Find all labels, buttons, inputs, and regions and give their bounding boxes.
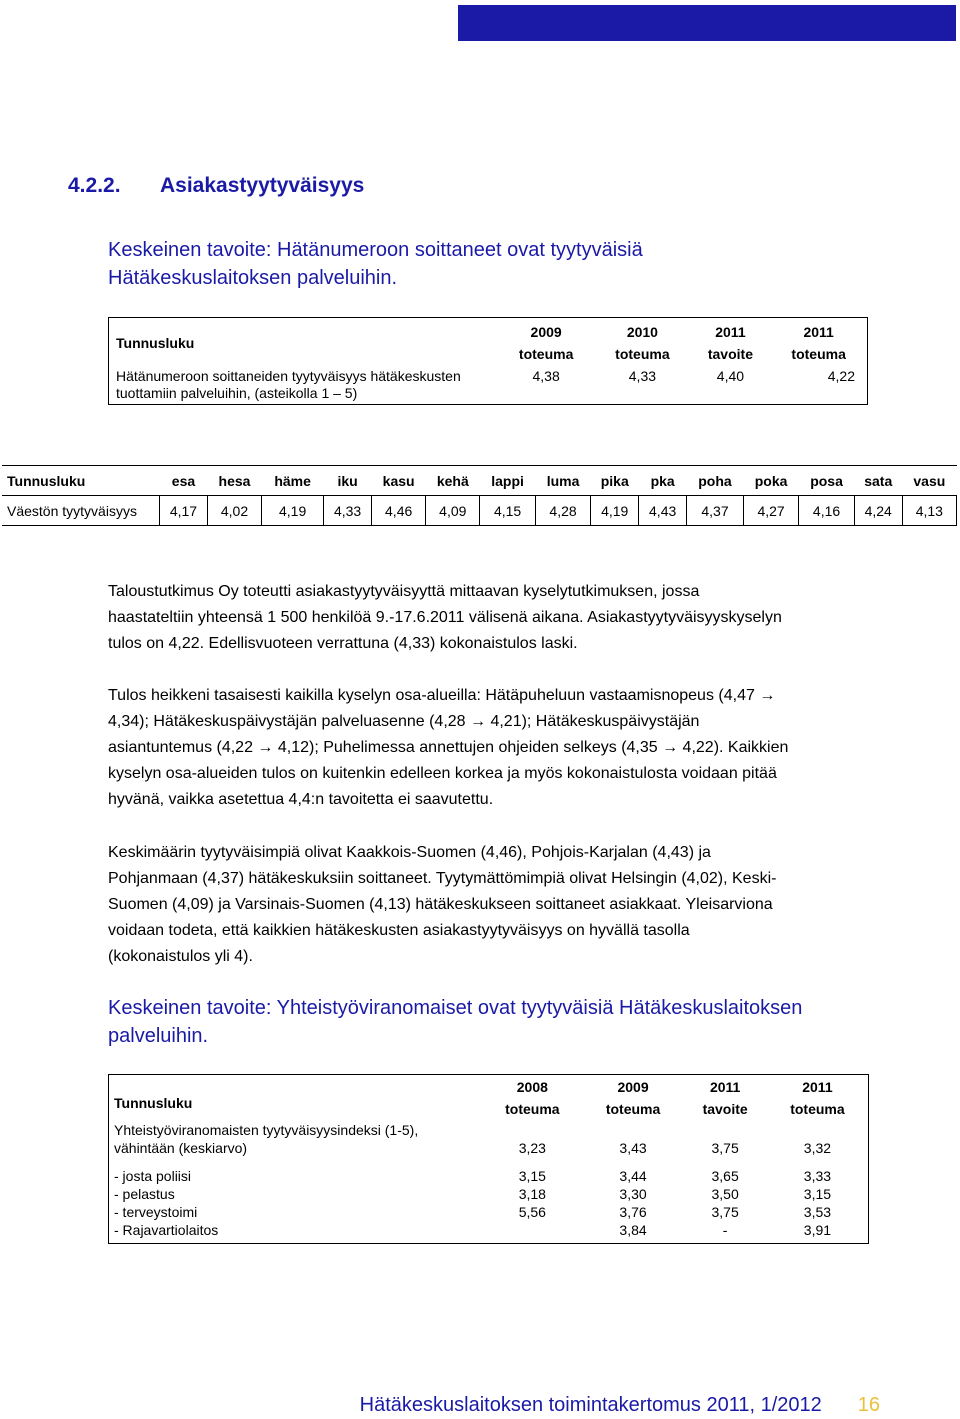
table2-data-row [2,496,957,526]
table1-cell: 4,33 [628,368,657,384]
table2-header: sata [854,466,902,496]
table2-cell: 4,27 [743,496,798,526]
table2-cell: 4,16 [799,496,854,526]
table2-header: vasu [902,466,956,496]
table1-cell: 4,22 [827,368,855,384]
table3-main-label: Yhteistyöviranomaisten tyytyväisyysindeksi (1-5), vähintään (keskiarvo) [114,1121,419,1156]
table2-header: kasu [372,466,426,496]
table1-cell: 4,38 [532,368,560,384]
table2-cell: 4,13 [902,496,956,526]
table2-header: lappi [480,466,535,496]
paragraph-results: Tulos heikkeni tasaisesti kaikilla kyselyn osa-alueilla: Hätäpuheluun vastaamisnopeus (4,47 → 4,34); Hätäkeskuspäivystäjän palveluasenne (4,28 → 4,21); Hätäkeskuspäivystäjän asiantuntemus (4,22 → 4,12); Puhelimessa annettujen ohjeiden selkeys (4,35 → 4,22). Kaikkien kyselyn osa-alueiden tulos on kuitenkin edelleen korkea ja myös kokonaistulosta voidaan pitää hyvänä, vaikka asetettua 4,4:n tavoitetta ei saavutettu. [108,687,789,808]
table3-sub-col: 3,44 3,30 3,76 3,84 [619,1167,647,1238]
table1-col-header: 2010 toteuma [615,324,670,362]
goal-heading-2-line2: palveluihin. [108,1025,209,1047]
goal-heading-2-line1: Keskeinen tavoite: Yhteistyöviranomaiset ovat tyytyväisiä Hätäkeskuslaitoksen [108,997,803,1019]
table3-sub-col: 3,65 3,50 3,75 - [711,1167,739,1238]
table3-cell: 3,23 [518,1139,546,1156]
table2-header: Tunnusluku [2,466,160,496]
goal-heading-2 [108,994,802,1050]
table2-cell: Väestön tyytyväisyys [2,496,160,526]
customer-satisfaction-table [108,317,868,405]
partner-satisfaction-table [108,1074,869,1244]
table2-header: posa [799,466,854,496]
table1-header-label: Tunnusluku [116,335,195,351]
table1-row-label: Hätänumeroon soittaneiden tyytyväisyys hätäkeskusten tuottamiin palveluihin, (asteikolla 1 – 5) [116,368,461,401]
goal-heading-1-line2: Hätäkeskuslaitoksen palveluihin. [108,267,398,289]
table3-cell: 3,43 [619,1139,647,1156]
table2-header: pika [591,466,639,496]
regional-satisfaction-table [2,465,957,526]
goal-heading-1 [108,236,643,292]
section-heading [68,174,364,198]
section-number: 4.2.2. [68,174,121,197]
table2-header: häme [262,466,324,496]
table2-cell: 4,43 [639,496,687,526]
table2-header: poka [743,466,798,496]
header-color-bar [458,5,956,41]
table2-cell: 4,17 [160,496,208,526]
table3-sub-col: 3,15 3,18 5,56 [518,1167,546,1220]
table2-header: luma [535,466,590,496]
table3-header-label: Tunnusluku [114,1094,193,1111]
table2-cell: 4,19 [262,496,324,526]
goal-heading-1-line1: Keskeinen tavoite: Hätänumeroon soittaneet ovat tyytyväisiä [108,239,643,261]
table2-cell: 4,02 [207,496,261,526]
table2-cell: 4,46 [372,496,426,526]
table2-cell: 4,37 [687,496,744,526]
table3-col-header: 2009 toteuma [605,1078,661,1117]
table1-cell: 4,40 [716,368,745,384]
table1-col-header: 2009 toteuma [518,324,574,362]
page-number: 16 [857,1394,880,1416]
table3-cell: 3,75 [711,1139,739,1156]
table3-col-header: 2011 tavoite [702,1078,748,1117]
table2-cell: 4,28 [535,496,590,526]
page-footer [360,1394,880,1417]
table3-sub-labels: - josta poliisi - pelastus - terveystoimi - Rajavartiolaitos [114,1167,219,1238]
table2-header: poha [687,466,744,496]
section-title: Asiakastyytyväisyys [160,174,365,197]
table3-sub-col: 3,33 3,15 3,53 3,91 [803,1167,832,1238]
table2-cell: 4,15 [480,496,535,526]
table3-col-header: 2011 toteuma [790,1078,845,1117]
table2-cell: 4,33 [324,496,372,526]
table2-cell: 4,24 [854,496,902,526]
footer-title: Hätäkeskuslaitoksen toimintakertomus 2011, 1/2012 [359,1394,822,1416]
paragraph-regional: Keskimäärin tyytyväisimpiä olivat Kaakkois-Suomen (4,46), Pohjois-Karjalan (4,43) ja Pohjanmaan (4,37) hätäkeskuksiin soittaneet. Tyytymättömimpiä olivat Helsingin (4,02), Keski- Suomen (4,09) ja Varsinais-Suomen (4,13) hätäkeskukseen soittaneet asiakkaat. Yleisarviona voidaan todeta, että kaikkien hätäkeskusten asiakastyytyväisyys on hyvällä tasolla (kokonaistulos yli 4). [108,844,777,965]
paragraph-survey: Taloustutkimus Oy toteutti asiakastyytyväisyyttä mittaavan kyselytutkimuksen, jossa haastateltiin yhteensä 1 500 henkilöä 9.-17.6.2011 välisenä aikana. Asiakastyytyväisyyskyselyn tulos on 4,22. Edellisvuoteen verrattuna (4,33) kokonaistulos laski. [108,583,782,652]
table2-header: esa [160,466,208,496]
table3-cell: 3,32 [803,1139,832,1156]
table2-header: hesa [207,466,261,496]
table3-col-header: 2008 toteuma [505,1078,560,1117]
table1-col-header: 2011 tavoite [707,324,753,362]
table2-cell: 4,19 [591,496,639,526]
table1-col-header: 2011 toteuma [791,324,846,362]
table2-cell: 4,09 [426,496,480,526]
table2-header: iku [324,466,372,496]
table2-header-row [2,466,957,496]
table2-header: kehä [426,466,480,496]
table2-header: pka [639,466,687,496]
